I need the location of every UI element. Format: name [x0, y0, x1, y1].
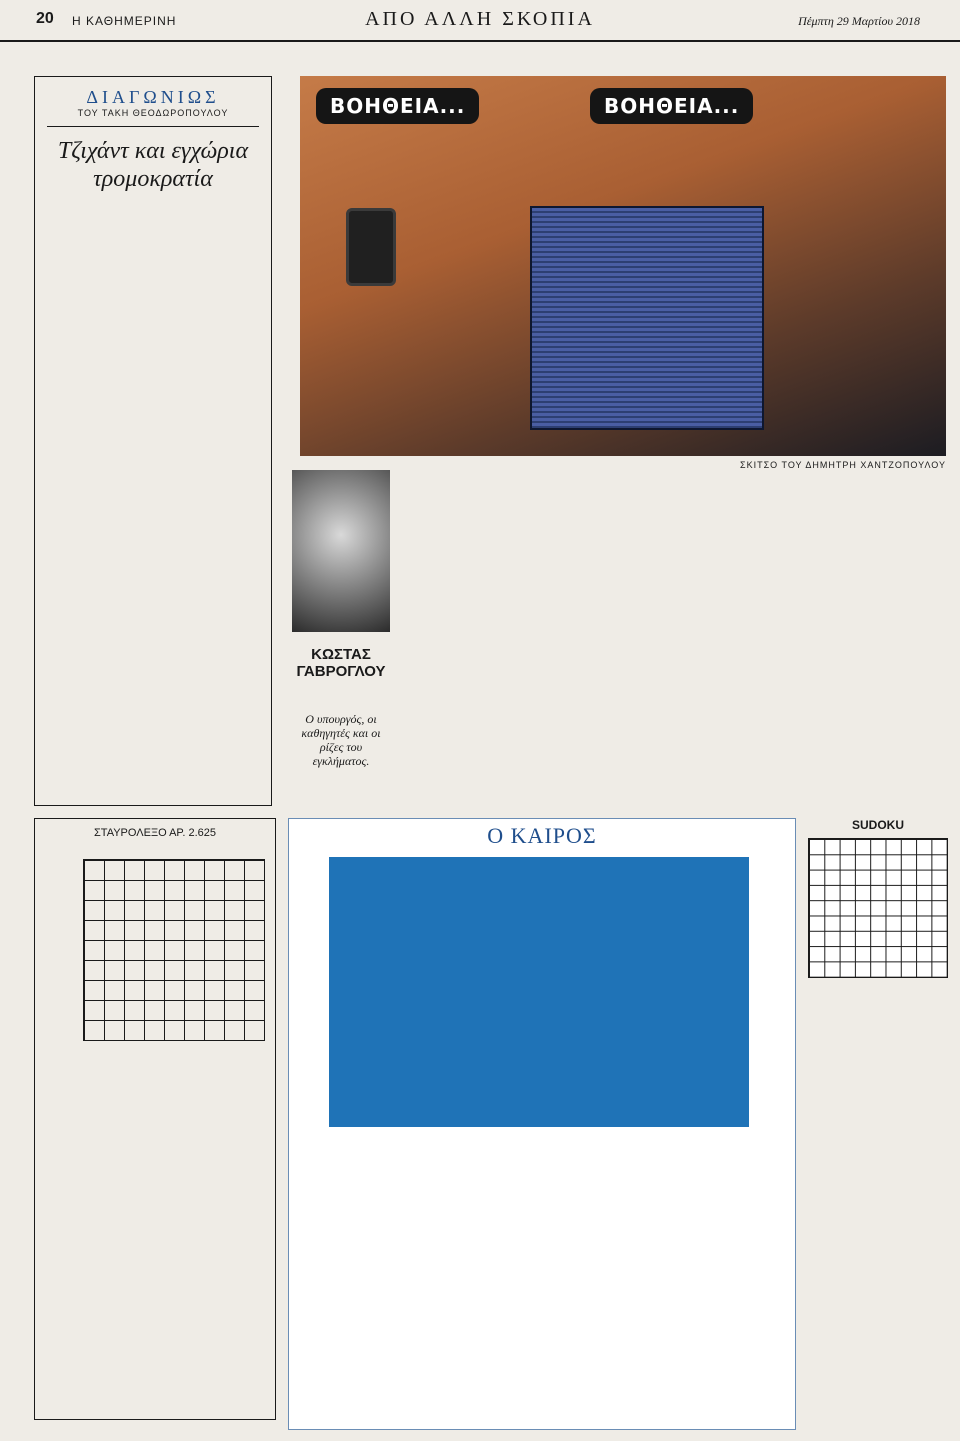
sudoku-panel: [808, 818, 948, 1418]
newspaper-name: Η ΚΑΘΗΜΕΡΙΝΗ: [72, 14, 177, 28]
masthead: [0, 0, 960, 42]
speech-bubble-left: ΒΟΗΘΕΙΑ...: [316, 88, 479, 124]
page-number: 20: [36, 10, 54, 27]
crossword-title: ΣΤΑΥΡΟΛΕΞΟ ΑΡ. 2.625: [94, 827, 216, 839]
portrait-caption: Ο υπουργός, οι καθηγητές και οι ρίζες του εγκλήματος.: [301, 712, 381, 768]
opinion-column: [34, 76, 272, 806]
editorial-cartoon: [300, 76, 946, 456]
crossword-panel: [34, 818, 276, 1420]
section-title: ΑΠΟ ΑΛΛΗ ΣΚΟΠΙΑ: [365, 8, 595, 30]
weather-map: [329, 857, 749, 1127]
podium-illustration: [530, 206, 764, 430]
sudoku-title: SUDOKU: [851, 818, 904, 832]
crossword-grid: [83, 859, 265, 1041]
column-divider: [47, 126, 259, 127]
cartoon-credit: ΣΚΙΤΣΟ ΤΟΥ ΔΗΜΗΤΡΗ ΧΑΝΤΖΟΠΟΥΛΟΥ: [740, 460, 946, 470]
speech-bubble-right: ΒΟΗΘΕΙΑ...: [590, 88, 753, 124]
phone-icon: [346, 208, 396, 286]
column-author: ΤΟΥ ΤΑΚΗ ΘΕΟΔΩΡΟΠΟΥΛΟΥ: [77, 108, 229, 118]
weather-title: Ο ΚΑΙΡΟΣ: [487, 823, 597, 848]
portrait-name: ΚΩΣΤΑΣ ΓΑΒΡΟΓΛΟΥ: [296, 646, 386, 680]
weather-panel: [288, 818, 796, 1430]
column-headline: Τζιχάντ και εγχώρια τρομοκρατία: [57, 138, 249, 192]
portrait-photo: [292, 470, 390, 632]
sudoku-grid: [808, 838, 948, 978]
column-title: ΔΙΑΓΩΝΙΩΣ: [86, 87, 220, 107]
issue-date: Πέμπτη 29 Μαρτίου 2018: [798, 14, 920, 28]
